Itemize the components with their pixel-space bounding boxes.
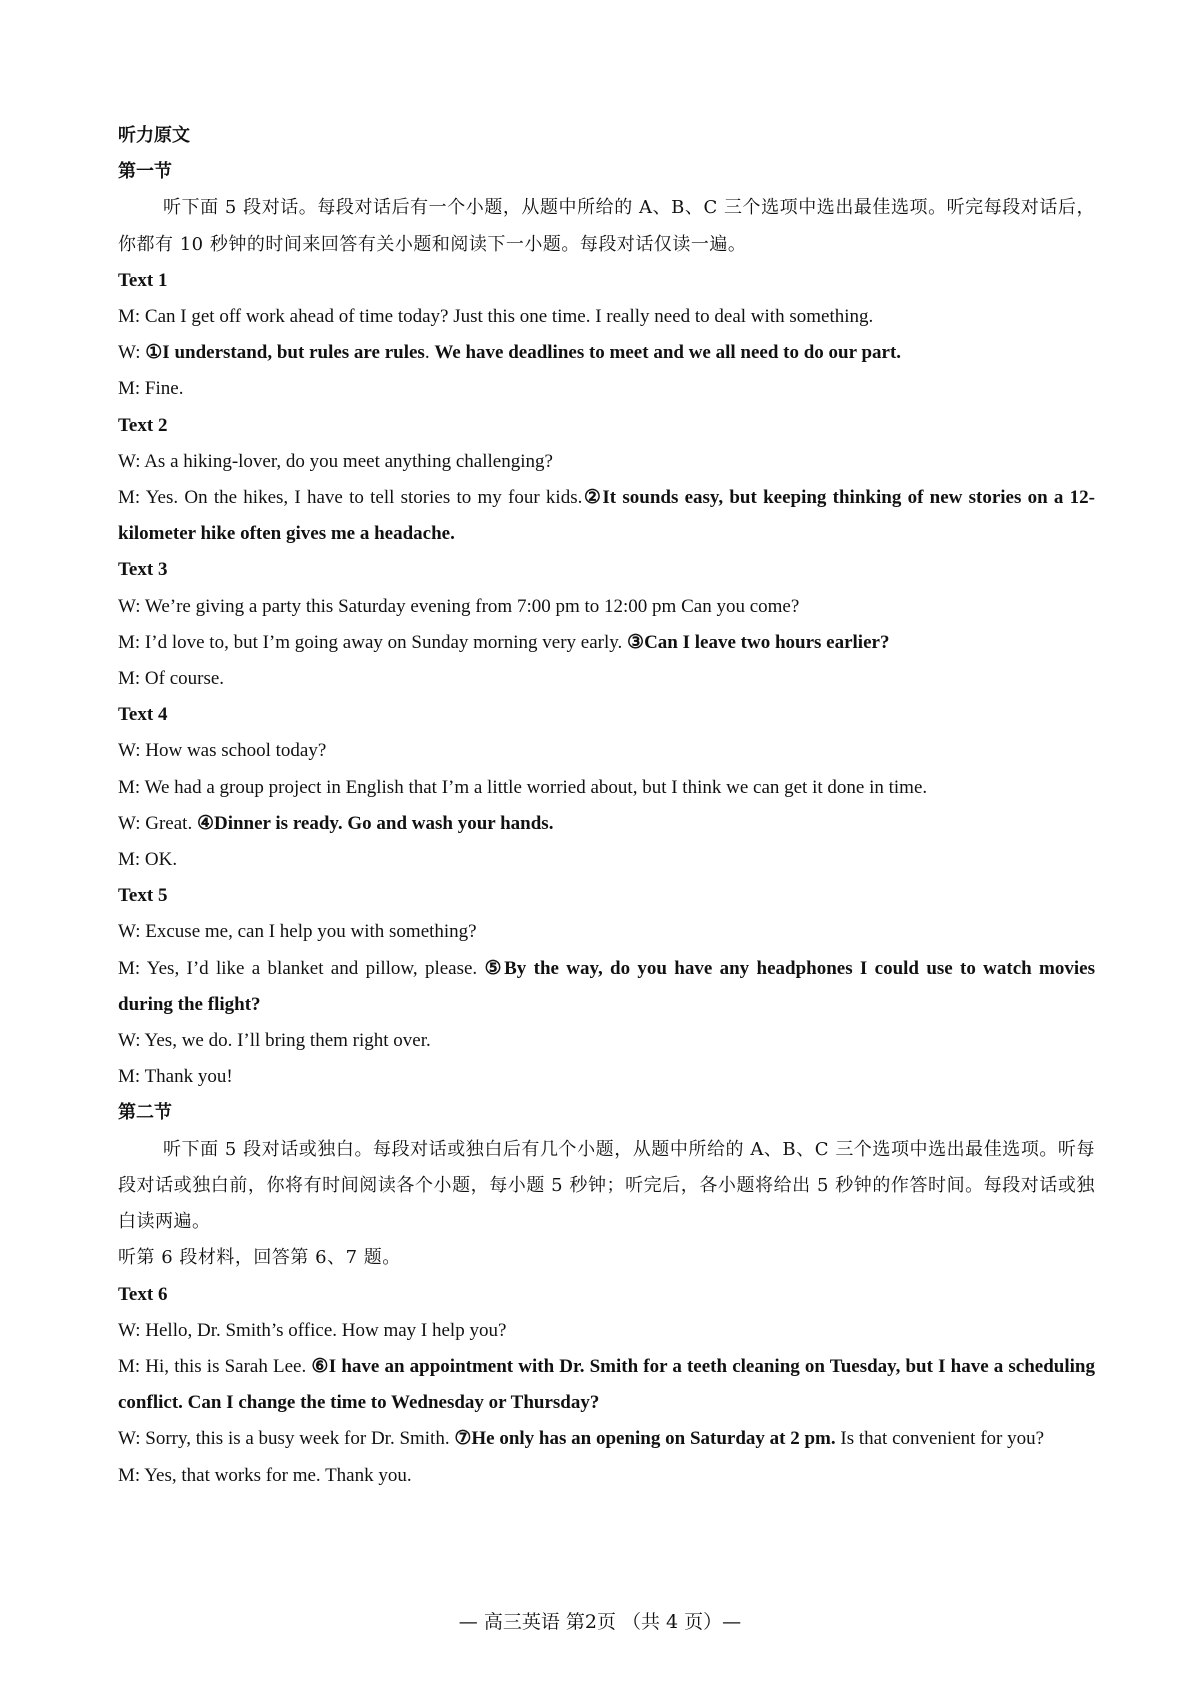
text6-line1: W: Hello, Dr. Smith’s office. How may I help you? [118,1319,507,1341]
text4-line2: M: We had a group project in English that I’m a little worried about, but I think we can get it done in time. [118,776,928,798]
text6-line2-bold: ⑥I have an appointment with Dr. Smith for a teeth cleaning on Tuesday, but I have a scheduling conflict. Can I change the time to Wednesday or Thursday? [118,1355,1095,1414]
text4-line3-bold: ④Dinner is ready. Go and wash your hands. [196,812,554,834]
text5-heading: Text 5 [118,885,168,907]
text6-line2 [118,1349,1095,1421]
text6-line3-suffix: Is that convenient for you? [835,1428,1045,1450]
text3-heading: Text 3 [118,559,168,581]
section1-instructions: 听下面 5 段对话。每段对话后有一个小题，从题中所给的 A、B、C 三个选项中选出最佳选项。听完每段对话后，你都有 10 秒钟的时间来回答有关小题和阅读下一小题。每段对话仅读一遍。 [118,197,1095,255]
page-title: 听力原文 [118,125,190,146]
text3-line2-prefix: M: I’d love to, but I’m going away on Sunday morning very early. [118,631,628,653]
text2-line2-prefix: M: Yes. On the hikes, I have to tell stories to my four kids. [118,487,583,509]
text6-line2-prefix: M: Hi, this is Sarah Lee. [118,1355,312,1377]
section1-heading: 第一节 [118,161,172,183]
section2-heading: 第二节 [118,1102,172,1124]
text4-line3-prefix: W: Great. [118,812,197,834]
text2-heading: Text 2 [118,414,168,436]
text2-line2 [118,480,1095,552]
text5-line2 [118,951,1095,1023]
page-footer: — 高三英语 第2页 （共 4 页）— [458,1611,742,1633]
text6-line3-bold: ⑦He only has an opening on Saturday at 2 pm. [454,1428,836,1450]
text1-line3: M: Fine. [118,378,184,400]
text1-line2-prefix: W: [118,342,146,364]
document-page [118,118,1095,1494]
text1-heading: Text 1 [118,269,168,291]
text2-line1: W: As a hiking-lover, do you meet anything challenging? [118,450,553,472]
text3-line2-bold: ③Can I leave two hours earlier? [627,631,890,653]
text4-line4: M: OK. [118,849,178,871]
text5-line2-bold: ⑤By the way, do you have any headphones I could use to watch movies during the flight? [118,957,1095,1015]
text1-line1: M: Can I get off work ahead of time today? Just this one time. I really need to deal with something. [118,306,874,328]
text5-line2-prefix: M: Yes, I’d like a blanket and pillow, please. [118,957,485,979]
text3-line3: M: Of course. [118,668,225,690]
text4-line3 [118,806,1095,842]
text6-line4: M: Yes, that works for me. Thank you. [118,1464,412,1486]
text3-line2 [118,625,1095,661]
text3-line1: W: We’re giving a party this Saturday evening from 7:00 pm to 12:00 pm Can you come? [118,595,800,617]
text5-line4: M: Thank you! [118,1066,233,1088]
text2-line2-bold: ②It sounds easy, but keeping thinking of new stories on a 12-kilometer hike often gives me a headache. [118,487,1096,545]
text4-line1: W: How was school today? [118,740,327,762]
text6-line3-prefix: W: Sorry, this is a busy week for Dr. Smith. [118,1428,455,1450]
text5-line1: W: Excuse me, can I help you with something? [118,921,477,943]
text5-line3: W: Yes, we do. I’ll bring them right over. [118,1030,431,1052]
text6-heading: Text 6 [118,1283,168,1305]
text6-line3 [118,1421,1095,1457]
text1-line2-mid: . [424,342,435,364]
text1-line2-bold-b: We have deadlines to meet and we all need to do our part. [434,342,902,364]
section2-instructions: 听下面 5 段对话或独白。每段对话或独白后有几个小题，从题中所给的 A、B、C 三个选项中选出最佳选项。听每段对话或独白前，你将有时间阅读各个小题，每小题 5 秒钟；听完后，各小题将给出 5 秒钟的作答时间。每段对话或独白读两遍。 [118,1138,1095,1233]
text1-line2 [118,335,1095,371]
text4-heading: Text 4 [118,704,168,726]
section2-material-note: 听第 6 段材料，回答第 6、7 题。 [118,1247,401,1269]
text1-line2-bold-a: ①I understand, but rules are rules [145,342,425,364]
